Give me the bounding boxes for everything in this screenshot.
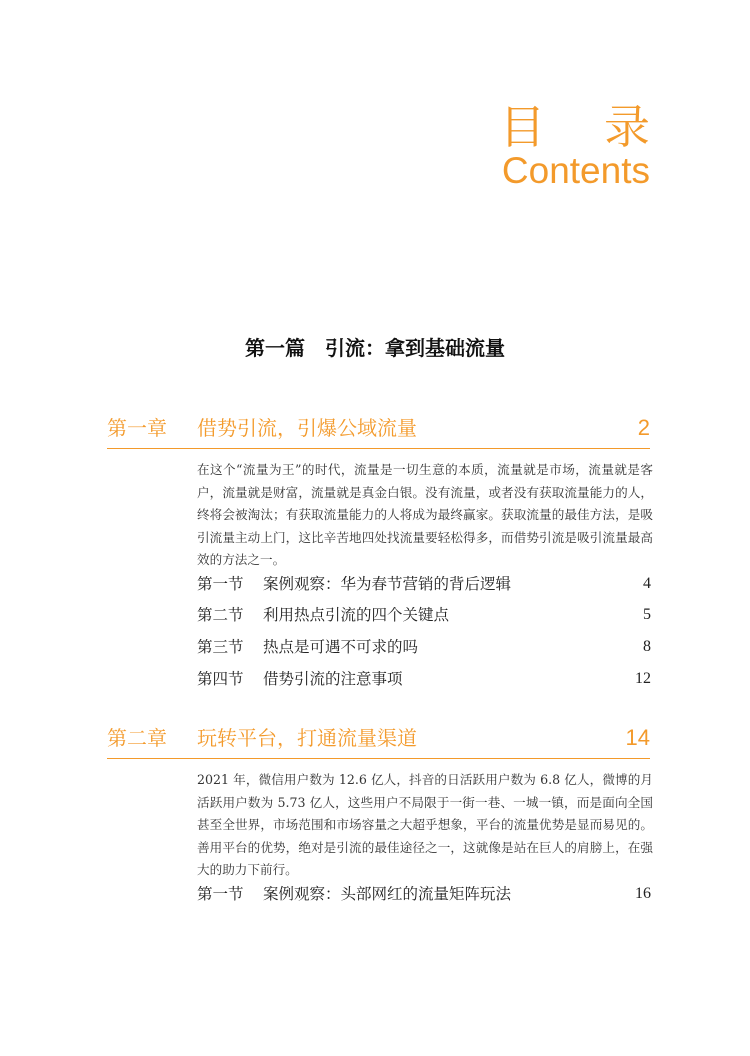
chapter-1-heading[interactable] bbox=[107, 414, 650, 449]
section-page-number: 5 bbox=[643, 606, 651, 623]
chapter-number: 第二章 bbox=[107, 726, 167, 750]
chapter-2-summary: 2021 年，微信用户数为 12.6 亿人，抖音的日活跃用户数为 6.8 亿人，微博的月活跃用户数为 5.73 亿人，这些用户不局限于一街一巷、一城一镇，而是面向全国甚至全世界，市场范围和市场容量之大超乎想象，平台的流量优势是显而易见的。善用平台的优势，绝对是引流的最佳途径之一，这就像是站在巨人的肩膀上，在强大的助力下前行。 bbox=[197, 772, 653, 877]
section-title: 案例观察：华为春节营销的背后逻辑 bbox=[263, 575, 512, 593]
chapter-1-summary: 在这个“流量为王”的时代，流量是一切生意的本质，流量就是市场，流量就是客户，流量就是财富，流量就是真金白银。没有流量，或者没有获取流量能力的人，终将会被淘汰；有获取流量能力的人将成为最终赢家。获取流量的最佳方法，是吸引流量主动上门，这比辛苦地四处找流量要轻松得多，而借势引流是吸引流量最高效的方法之一。 bbox=[197, 462, 653, 567]
chapter-title: 借势引流，引爆公域流量 bbox=[197, 416, 417, 440]
section-page-number: 4 bbox=[643, 575, 651, 592]
section-number: 第三节 bbox=[197, 638, 244, 656]
toc-entry[interactable] bbox=[197, 667, 651, 691]
section-number: 第一节 bbox=[197, 885, 244, 903]
section-title: 借势引流的注意事项 bbox=[263, 670, 403, 688]
section-number: 第四节 bbox=[197, 670, 244, 688]
toc-entry[interactable] bbox=[197, 882, 651, 906]
chapter-page-number: 14 bbox=[625, 725, 650, 750]
section-number: 第二节 bbox=[197, 606, 244, 624]
section-title: 利用热点引流的四个关键点 bbox=[263, 606, 450, 624]
section-page-number: 8 bbox=[643, 638, 651, 655]
toc-entry[interactable] bbox=[197, 572, 651, 596]
chapter-2-heading[interactable] bbox=[107, 724, 650, 759]
section-page-number: 16 bbox=[635, 885, 651, 902]
section-title: 案例观察：头部网红的流量矩阵玩法 bbox=[263, 885, 512, 903]
chapter-page-number: 2 bbox=[637, 415, 650, 440]
contents-title-cn: 目 录 bbox=[499, 100, 672, 154]
section-title: 热点是可遇不可求的吗 bbox=[263, 638, 419, 656]
toc-entry[interactable] bbox=[197, 603, 651, 627]
section-page-number: 12 bbox=[635, 670, 651, 687]
contents-title-en: Contents bbox=[501, 150, 650, 191]
toc-entry[interactable] bbox=[197, 635, 651, 659]
chapter-number: 第一章 bbox=[107, 416, 167, 440]
section-number: 第一节 bbox=[197, 575, 244, 593]
chapter-title: 玩转平台，打通流量渠道 bbox=[197, 726, 417, 750]
part-title: 第一篇 引流：拿到基础流量 bbox=[245, 336, 505, 360]
